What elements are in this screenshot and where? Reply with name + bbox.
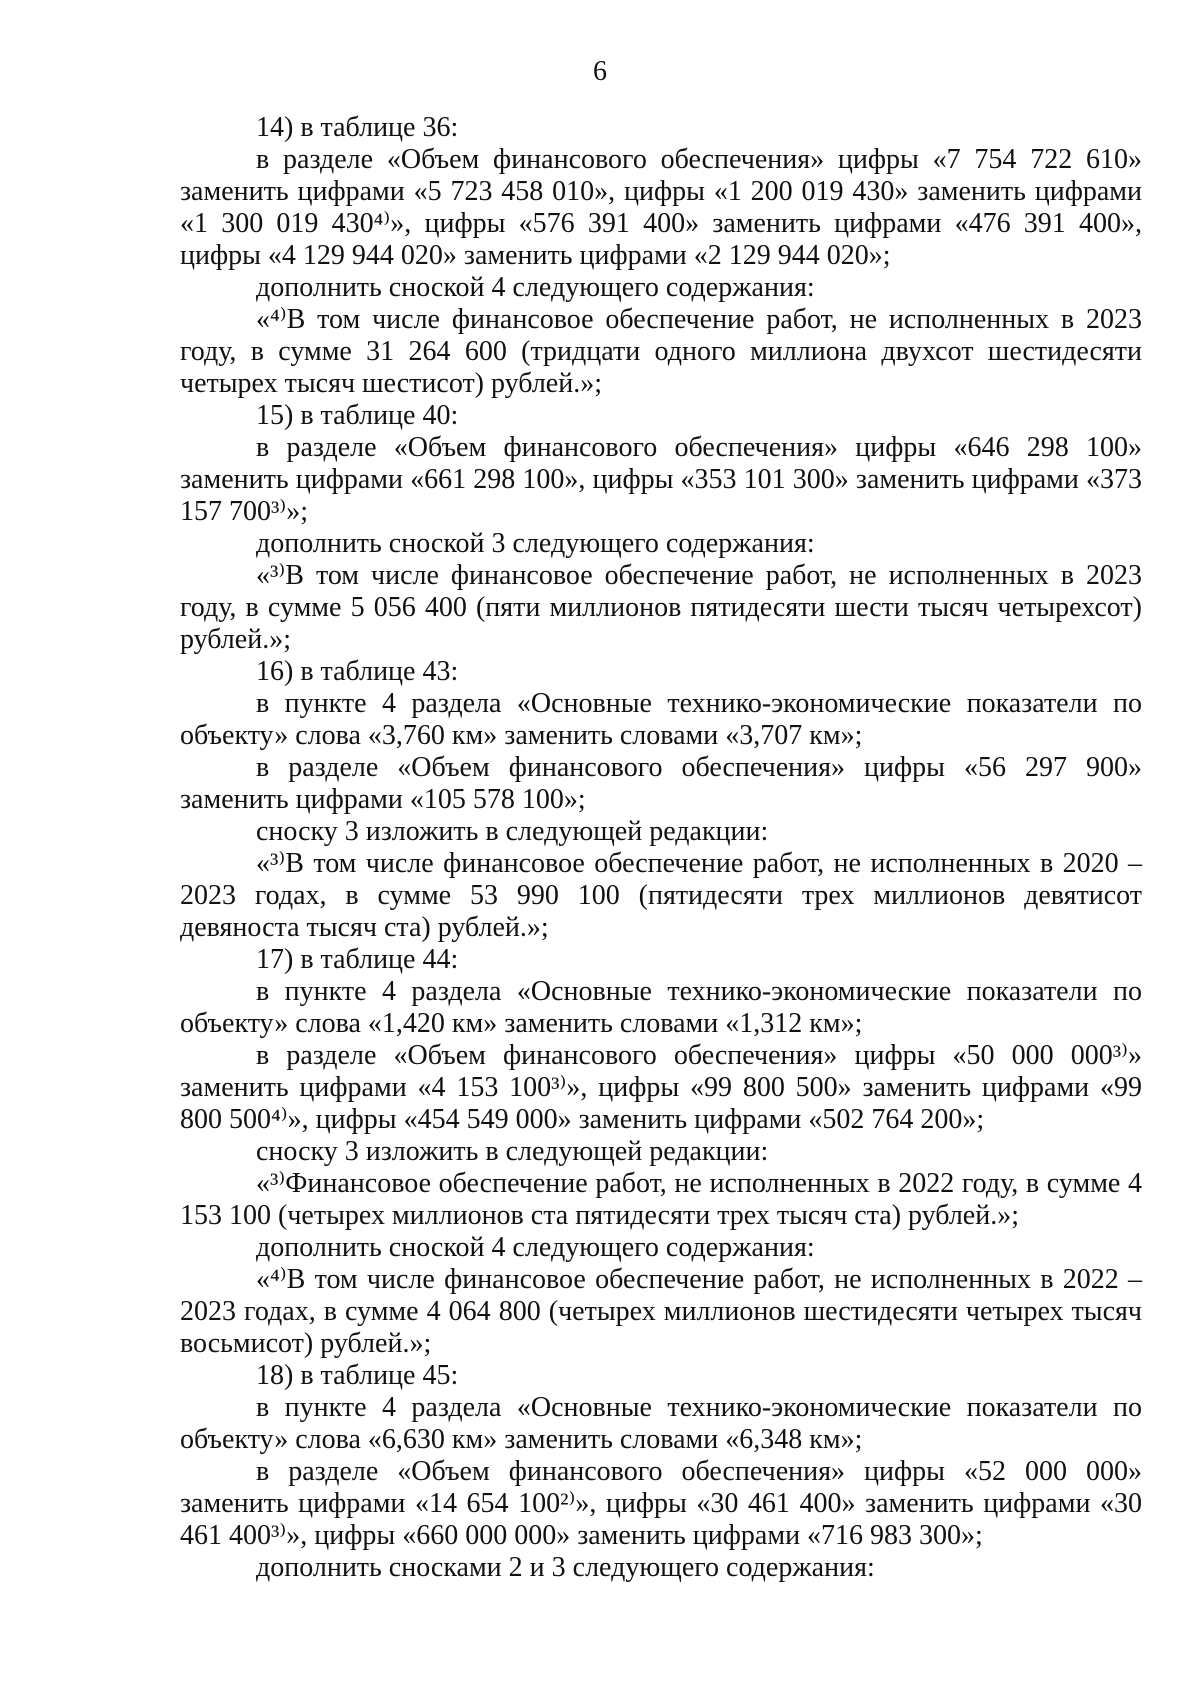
paragraph: дополнить сноской 3 следующего содержания: (256, 528, 815, 559)
paragraph: 15) в таблице 40: (256, 400, 459, 431)
paragraph: дополнить сносками 2 и 3 следующего содержания: (256, 1552, 875, 1583)
paragraph: в пункте 4 раздела «Основные технико-экономические показатели по объекту» слова «3,760 км» заменить словами «3,707 км»; (180, 688, 1142, 751)
paragraph: «⁴⁾В том числе финансовое обеспечение работ, не исполненных в 2022 – 2023 годах, в сумме 4 064 800 (четырех миллионов шестидесяти четырех тысяч восьмисот) рублей.»; (180, 1264, 1142, 1359)
document-body (180, 112, 1142, 1584)
paragraph: в пункте 4 раздела «Основные технико-экономические показатели по объекту» слова «6,630 км» заменить словами «6,348 км»; (180, 1392, 1142, 1455)
paragraph: 17) в таблице 44: (256, 944, 459, 975)
paragraph: 14) в таблице 36: (256, 112, 459, 143)
paragraph: в разделе «Объем финансового обеспечения» цифры «7 754 722 610» заменить цифрами «5 723 458 010», цифры «1 200 019 430» заменить цифрами «1 300 019 430⁴⁾», цифры «576 391 400» заменить цифрами «476 391 400», цифры «4 129 944 020» заменить цифрами «2 129 944 020»; (180, 144, 1142, 271)
paragraph: «⁴⁾В том числе финансовое обеспечение работ, не исполненных в 2023 году, в сумме 31 264 600 (тридцати одного миллиона двухсот шестидесяти четырех тысяч шестисот) рублей.»; (180, 304, 1142, 399)
paragraph: в пункте 4 раздела «Основные технико-экономические показатели по объекту» слова «1,420 км» заменить словами «1,312 км»; (180, 976, 1142, 1039)
page-number: 6 (593, 56, 607, 87)
paragraph: «³⁾В том числе финансовое обеспечение работ, не исполненных в 2020 – 2023 годах, в сумме 53 990 100 (пятидесяти трех миллионов девятисот девяноста тысяч ста) рублей.»; (180, 848, 1142, 943)
paragraph: в разделе «Объем финансового обеспечения» цифры «56 297 900» заменить цифрами «105 578 100»; (180, 752, 1142, 815)
paragraph: в разделе «Объем финансового обеспечения» цифры «646 298 100» заменить цифрами «661 298 100», цифры «353 101 300» заменить цифрами «373 157 700³⁾»; (180, 432, 1142, 527)
paragraph: сноску 3 изложить в следующей редакции: (256, 816, 769, 847)
paragraph: сноску 3 изложить в следующей редакции: (256, 1136, 769, 1167)
paragraph: в разделе «Объем финансового обеспечения» цифры «52 000 000» заменить цифрами «14 654 100²⁾», цифры «30 461 400» заменить цифрами «30 461 400³⁾», цифры «660 000 000» заменить цифрами «716 983 300»; (180, 1456, 1142, 1551)
paragraph: 18) в таблице 45: (256, 1360, 459, 1391)
paragraph: «³⁾Финансовое обеспечение работ, не исполненных в 2022 году, в сумме 4 153 100 (четырех миллионов ста пятидесяти трех тысяч ста) рублей.»; (180, 1168, 1142, 1231)
paragraph: дополнить сноской 4 следующего содержания: (256, 1232, 815, 1263)
paragraph: в разделе «Объем финансового обеспечения» цифры «50 000 000³⁾» заменить цифрами «4 153 100³⁾», цифры «99 800 500» заменить цифрами «99 800 500⁴⁾», цифры «454 549 000» заменить цифрами «502 764 200»; (180, 1040, 1142, 1135)
paragraph: «³⁾В том числе финансовое обеспечение работ, не исполненных в 2023 году, в сумме 5 056 400 (пяти миллионов пятидесяти шести тысяч четырехсот) рублей.»; (180, 560, 1142, 655)
paragraph: 16) в таблице 43: (256, 656, 459, 687)
paragraph: дополнить сноской 4 следующего содержания: (256, 272, 815, 303)
